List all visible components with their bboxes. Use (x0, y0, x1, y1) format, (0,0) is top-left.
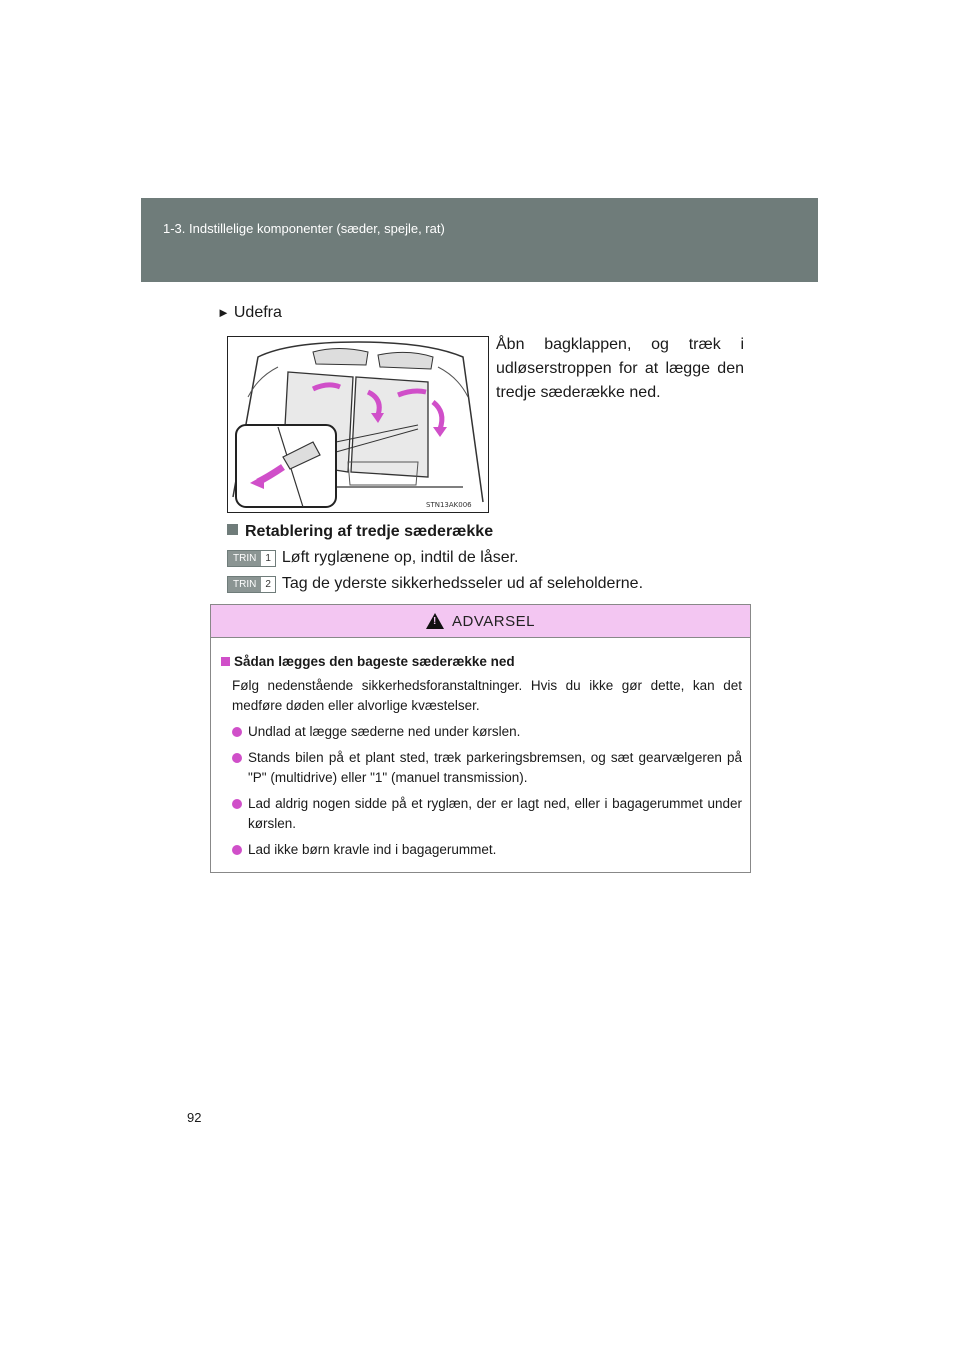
sub-heading-label: Udefra (233, 304, 282, 321)
circle-bullet-icon (232, 845, 242, 855)
step-badge: TRIN 1 (227, 550, 276, 567)
step-1 (227, 549, 518, 567)
step-text: Tag de yderste sikkerhedsseler ud af seleholderne. (281, 575, 644, 592)
circle-bullet-icon (232, 727, 242, 737)
illustration-code: STN13AK006 (426, 501, 472, 509)
circle-bullet-icon (232, 753, 242, 763)
square-bullet-icon (221, 657, 230, 666)
section-subtitle-text: Retablering af tredje sæderække (245, 523, 494, 540)
warning-heading: ADVARSEL (452, 612, 535, 630)
warning-bullet: Lad aldrig nogen sidde på et ryglæn, der er lagt ned, eller i bagagerummet under kørslen. (221, 794, 742, 834)
step-text: Løft ryglænene op, indtil de låser. (281, 549, 519, 566)
instruction-text: Åbn bagklappen, og træk i udløserstroppen for at lægge den tredje sæderække ned. (496, 336, 744, 401)
warning-bullet: Lad ikke børn kravle ind i bagagerummet. (221, 840, 742, 860)
circle-bullet-icon (232, 799, 242, 809)
step-2 (227, 575, 643, 593)
page-number: 92 (187, 1110, 202, 1125)
warning-box (210, 604, 751, 873)
warning-bullet: Stands bilen på et plant sted, træk parkeringsbremsen, og sæt gearvælgeren på "P" (multidrive) eller "1" (manuel transmission). (221, 748, 742, 788)
section-subtitle (227, 523, 493, 541)
warning-bullet: Undlad at lægge sæderne ned under kørslen. (221, 722, 742, 742)
warning-header (211, 605, 750, 638)
section-title: 1-3. Indstillelige komponenter (sæder, spejle, rat) (163, 221, 445, 236)
warning-intro: Følg nedenstående sikkerhedsforanstaltninger. Hvis du ikke gør dette, kan det medføre døden eller alvorlige kvæstelser. (232, 678, 742, 713)
sub-heading (217, 304, 282, 322)
square-bullet-icon (227, 524, 238, 535)
section-header (141, 198, 818, 282)
illustration-cargo-seat (227, 336, 489, 513)
seat-diagram-icon (228, 337, 488, 512)
triangle-arrow-icon: ► (217, 305, 230, 320)
warning-title: Sådan lægges den bageste sæderække ned (221, 652, 742, 672)
step-badge: TRIN 2 (227, 576, 276, 593)
warning-body (211, 638, 750, 860)
warning-triangle-icon: ! (426, 613, 444, 629)
